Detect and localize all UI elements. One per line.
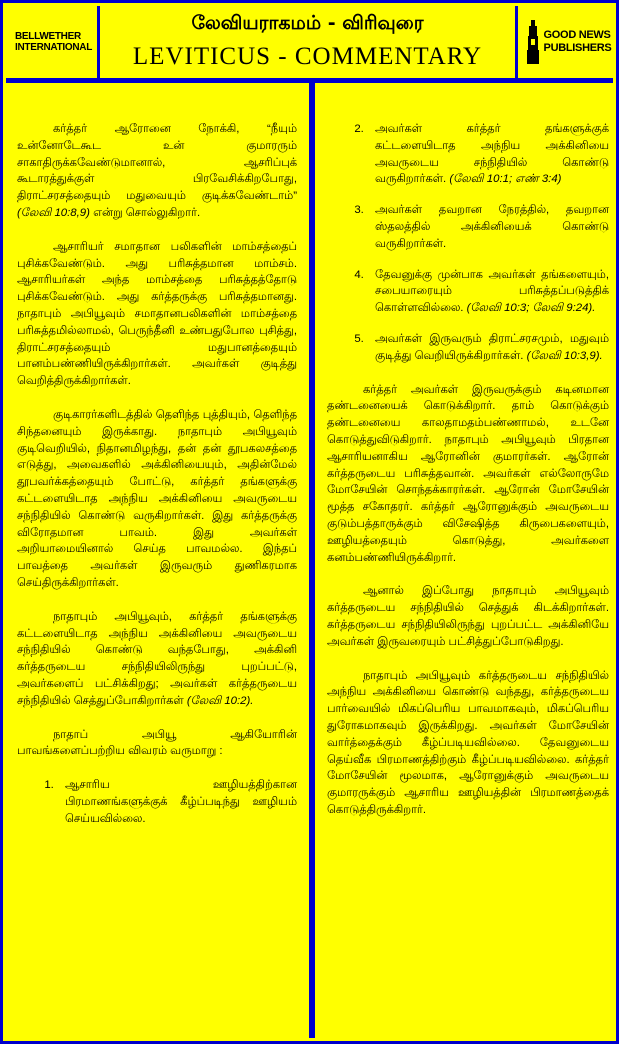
bellwether-logo-line2: INTERNATIONAL xyxy=(14,42,93,53)
good-news-logo-line2: PUBLISHERS xyxy=(543,42,612,54)
scripture-reference: (லேவி 10:3,9). xyxy=(526,349,603,362)
paragraph-1-tail: என்று சொல்லுகிறார். xyxy=(89,206,201,219)
scripture-reference: (லேவி 10:8,9) xyxy=(17,206,90,219)
page-title-english: LEVITICUS - COMMENTARY xyxy=(132,43,483,70)
left-column xyxy=(17,121,297,844)
paragraph-3: குடிகாரர்களிடத்தில் தெளிந்த புத்தியும், தெளிந்த சிந்தனையும் இருக்காது. நாதாபும் அபியூவும் குடிவெறியில், நிதானமிழந்து, தன் தன் தூபகலசத்தை எடுத்து, அவைகளில் அக்கினியையும், அதின்மேல் தூபவர்க்கத்தையும் போட்டு, கர்த்தர் தங்களுக்கு கட்டளையிடாத அந்நிய அக்கினியை அவருடைய சந்நிதியில் கொண்டு வருகிறார்கள். இது கர்த்தருக்கு விரோதமான பாவம். இது அவர்கள் அறியாமையினால் செய்த பாவமல்ல. இந்தப் பாவத்தை அவர்கள் இருவரும் துணிகரமாக செய்திருக்கிறார்கள். xyxy=(17,408,297,589)
list-item-2-text: அவர்கள் கர்த்தர் தங்களுக்குக் கட்டளையிடாத அந்நிய அக்கினியை அவருடைய சந்நிதியில் கொண்டு வருகிறார்கள். xyxy=(375,123,609,186)
paragraph-8: நாதாபும் அபியூவும் கர்த்தருடைய சந்நிதியில் அந்நிய அக்கினியை கொண்டு வந்தது, கர்த்தருடைய பார்வையில் மிகப்பெரிய பாவமாகவும், மிகப்பெரிய துரோகமாகவும் இருக்கிறது. அவர்கள் மோசேயின் வார்த்தைக்கும் கீழ்ப்படியவில்லை. தேவனுடைய தெய்வீக பிரமாணத்திற்கும் கீழ்ப்படியவில்லை. கர்த்தர் மோசேயின் மூலமாக, ஆரோனுக்கும் அவருடைய குமாரருக்கும் ஆசாரிய ஊழியத்தின் பிரமாணத்தைக் கொடுத்திருக்கிறார். xyxy=(327,669,609,816)
column-divider xyxy=(309,83,315,1038)
paragraph-2: ஆசாரியர் சமாதான பலிகளின் மாம்சத்தைப் புசிக்கவேண்டும். அது பரிசுத்தமான மாம்சம். ஆசாரியர்கள் அந்த மாம்சத்தை பரிசுத்தத்தோடு புசிக்கவேண்டும். அது கர்த்தருக்கு பரிசுத்தமானது. நாதாபும் அபியூவும் சமாதானபலிகளின் மாம்சத்தை பரிசுத்தமில்லாமல், பெருந்தீனி உண்பதுபோல புசித்து, திராட்சரசத்தையும் மதுபானத்தையும் பானம்பண்ணியிருக்கிறார்கள். அவர்கள் குடித்து வெறித்திருக்கிறார்கள். xyxy=(17,240,297,388)
list-item-3: 3. அவர்கள் தவறான நேரத்தில், தவறான ஸ்தலத்தில் அக்கினியைக் கொண்டு வருகிறார்கள். xyxy=(367,202,609,252)
paragraph-4 xyxy=(17,609,297,710)
sins-list-part2 xyxy=(327,121,609,365)
bellwether-logo-box xyxy=(6,6,100,78)
page-header xyxy=(6,6,619,78)
paragraph-1-text: கர்த்தர் ஆரோனை நோக்கி, “நீயும் உன்னோடேகூட உன் குமாரரும் சாகாதிருக்கவேண்டுமானால், ஆசரிப்புக் கூடாரத்துக்குள் பிரவேசிக்கிறபோது, திராட்சரசத்தையும் மதுவையும் குடிக்கவேண்டாம்” xyxy=(17,123,297,203)
list-item-1: 1. ஆசாரிய ஊழியத்திற்கான பிரமாணங்களுக்குக் கீழ்ப்படிந்து ஊழியம் செய்யவில்லை. xyxy=(57,777,297,827)
good-news-logo xyxy=(524,16,613,68)
paragraph-5: நாதாப் அபியூ ஆகியோரின் பாவங்களைப்பற்றிய விவரம் வருமாறு : xyxy=(17,728,297,758)
title-box xyxy=(100,6,515,78)
scripture-reference: (லேவி 10:2). xyxy=(186,694,254,707)
paragraph-7: ஆனால் இப்போது நாதாபும் அபியூவும் கர்த்தருடைய சந்நிதியில் செத்துக் கிடக்கிறார்கள். கர்த்தருடைய சந்நிதியிலிருந்து புறப்பட்ட அக்கினியே அவர்கள் இருவரையும் பட்சித்துப்போடுகிறது. xyxy=(327,585,609,648)
paragraph-1 xyxy=(17,121,297,222)
scripture-reference: (லேவி 10:3; லேவி 9:24). xyxy=(466,302,596,315)
list-item-4 xyxy=(367,267,609,317)
list-item-4-text: தேவனுக்கு முன்பாக அவர்கள் தங்களையும், சபையாரையும் பரிசுத்தப்படுத்திக் கொள்ளவில்லை. xyxy=(375,268,609,315)
good-news-logo-line1: GOOD NEWS xyxy=(543,29,611,41)
good-news-logo-box xyxy=(515,6,619,78)
list-item-5 xyxy=(367,331,609,365)
bell-tower-icon xyxy=(526,20,540,64)
bellwether-logo xyxy=(12,16,91,68)
sins-list-part1 xyxy=(17,777,297,827)
page-title-tamil: லேவியராகமம் - விரிவுரை xyxy=(191,12,424,34)
right-column xyxy=(327,121,609,836)
scripture-reference: (லேவி 10:1; எண் 3:4) xyxy=(449,173,562,186)
paragraph-4-text: நாதாபும் அபியூவும், கர்த்தர் தங்களுக்கு கட்டளையிடாத அந்நிய அக்கினியை அவருடைய சந்நிதியில் கொண்டு வந்தபோது, அக்கினி கர்த்தருடைய சந்நிதியிலிருந்து புறப்பட்டு, அவர்களைப் பட்சிக்கிறது; அவர்கள் கர்த்தருடைய சந்நிதியில் செத்துப்போகிறார்கள் xyxy=(17,610,297,707)
list-item-5-text: அவர்கள் இருவரும் திராட்சரசமும், மதுவும் குடித்து வெறியிருக்கிறார்கள். xyxy=(375,332,609,362)
bellwether-logo-text xyxy=(15,31,92,53)
paragraph-6: கர்த்தர் அவர்கள் இருவருக்கும் கடினமான தண்டனையைக் கொடுக்கிறார். தாம் கொடுக்கும் தண்டனையை காலதாமதம்பண்ணாமல், உடனே கொடுத்துவிடுகிறார். நாதாபும் அபியூவும் பிரதான ஆசாரியனாகிய ஆரோனின் குமாரர்கள். ஆரோன் கர்த்தருடைய பரிசுத்தவான். அவர்கள் எல்லோருமே மோசேயின் சொந்தக்காரர்கள். ஆரோன் மோசேயின் மூத்த சகோதரர். கர்த்தர் ஆரோனுக்கும் அவருடைய குடும்பத்தாருக்கும் விசேஷித்த கிருபைகளையும், ஊழியத்தையும் கொடுத்து, அவர்களை கனம்பண்ணியிருக்கிறார். xyxy=(327,383,609,564)
bellwether-logo-line1: BELLWETHER xyxy=(14,31,81,42)
list-item-2 xyxy=(367,121,609,188)
good-news-logo-text xyxy=(544,29,612,55)
